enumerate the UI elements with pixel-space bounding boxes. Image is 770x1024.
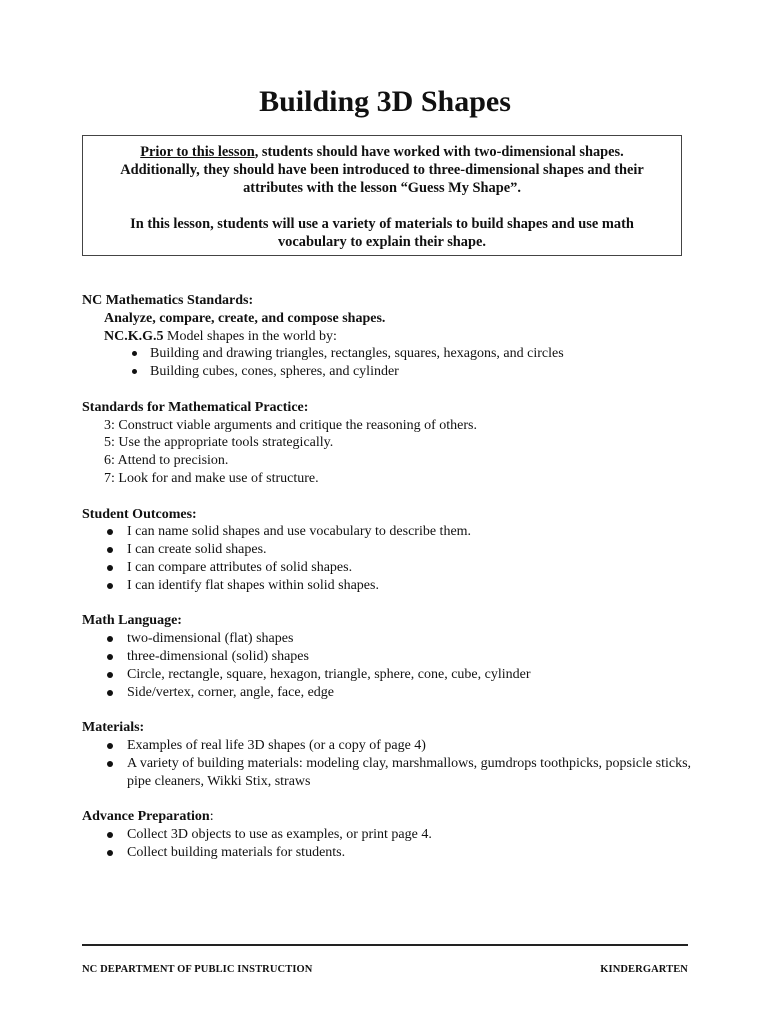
- language-list: [82, 630, 692, 701]
- intro-prior-label: Prior to this lesson: [140, 144, 255, 160]
- footer-divider: [82, 944, 688, 946]
- outcomes-list: [82, 523, 692, 594]
- practice-heading: Standards for Mathematical Practice:: [82, 399, 309, 415]
- list-item: I can name solid shapes and use vocabulary to describe them.: [82, 523, 692, 541]
- list-item: Collect 3D objects to use as examples, or print page 4.: [82, 826, 692, 844]
- standards-code-line: [104, 328, 692, 346]
- materials-list: [82, 737, 692, 790]
- intro-lesson-text: In this lesson, students will use a variety of materials to build shapes and use math vocabulary to explain their shape.: [130, 216, 634, 250]
- standards-section: [82, 292, 692, 381]
- footer-department: NC DEPARTMENT OF PUBLIC INSTRUCTION: [82, 964, 313, 975]
- practice-item: 5: Use the appropriate tools strategically.: [104, 435, 334, 451]
- preparation-heading: Advance Preparation: [82, 809, 210, 825]
- outcomes-section: [82, 506, 692, 595]
- outcomes-heading: Student Outcomes:: [82, 506, 197, 522]
- standards-domain: Analyze, compare, create, and compose shapes.: [104, 310, 386, 326]
- standards-code: NC.K.G.5: [104, 328, 164, 344]
- preparation-section: [82, 808, 692, 861]
- list-item: two-dimensional (flat) shapes: [82, 630, 692, 648]
- lesson-content: [82, 292, 692, 879]
- list-item: Examples of real life 3D shapes (or a copy of page 4): [82, 737, 692, 755]
- standards-heading: NC Mathematics Standards:: [82, 293, 254, 308]
- intro-prior-text: , students should have worked with two-dimensional shapes. Additionally, they should have been introduced to three-dimensional shapes and their attributes with the lesson “Guess My Shape”.: [120, 144, 644, 196]
- language-heading: Math Language:: [82, 613, 182, 629]
- materials-section: [82, 719, 692, 790]
- intro-prior-paragraph: [103, 143, 661, 197]
- preparation-heading-colon: :: [209, 809, 214, 825]
- list-item: Building and drawing triangles, rectangles, squares, hexagons, and circles: [82, 345, 692, 363]
- list-item: Collect building materials for students.: [82, 844, 692, 862]
- list-item: I can create solid shapes.: [82, 541, 692, 559]
- practice-item: 3: Construct viable arguments and critique the reasoning of others.: [104, 417, 477, 433]
- practice-item: 6: Attend to precision.: [104, 453, 229, 469]
- list-item: I can compare attributes of solid shapes.: [82, 559, 692, 577]
- practice-item: 7: Look for and make use of structure.: [104, 470, 319, 486]
- practice-section: [82, 399, 692, 488]
- language-section: [82, 612, 692, 701]
- preparation-list: [82, 826, 692, 862]
- preparation-heading-line: [82, 808, 692, 826]
- intro-box: [82, 135, 682, 256]
- list-item: Building cubes, cones, spheres, and cylinder: [82, 363, 692, 381]
- list-item: A variety of building materials: modeling clay, marshmallows, gumdrops toothpicks, popsicle sticks, pipe cleaners, Wikki Stix, straws: [82, 755, 692, 791]
- standards-list: [82, 345, 692, 381]
- list-item: Side/vertex, corner, angle, face, edge: [82, 684, 692, 702]
- list-item: three-dimensional (solid) shapes: [82, 648, 692, 666]
- footer-grade: KINDERGARTEN: [600, 964, 688, 975]
- page-title: Building 3D Shapes: [259, 85, 511, 118]
- list-item: I can identify flat shapes within solid shapes.: [82, 577, 692, 595]
- list-item: Circle, rectangle, square, hexagon, triangle, sphere, cone, cube, cylinder: [82, 666, 692, 684]
- materials-heading: Materials:: [82, 720, 145, 736]
- standards-code-text: Model shapes in the world by:: [163, 328, 337, 344]
